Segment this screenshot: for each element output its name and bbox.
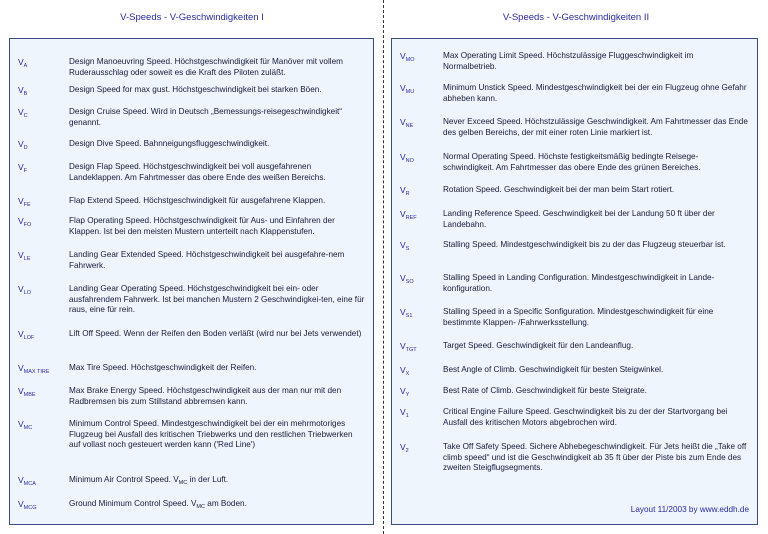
speed-description: Stalling Speed. Mindestgeschwindigkeit bis zu der das Flugzeug steuerbar ist. [443, 240, 726, 249]
speed-description: Max Brake Energy Speed. Höchstgeschwindigkeit aus der man nur mit den Radbremsen bis zum Stillstand abbremsen kann. [69, 386, 342, 406]
speed-description: Minimum Air Control Speed. $V_{MC}$ in der Luft. [69, 475, 229, 486]
speed-symbol: $V_{REF}$ [400, 209, 417, 221]
speed-description: Stalling Speed in a Specific Sonfiguration. Mindestgeschwindigkeit für eine bestimmte Klappen- /Fahrwerksstellung. [443, 307, 714, 327]
speed-symbol: $V_2$ [400, 442, 409, 454]
speed-symbol: $V_{LO}$ [18, 284, 32, 296]
speed-symbol: $V_{FE}$ [18, 196, 31, 208]
speed-symbol: $V_{NO}$ [400, 152, 414, 164]
speed-description: Landing Reference Speed. Geschwindigkeit bei der Landung 50 ft über der Landebahn. [443, 209, 715, 229]
right-page-title: V-Speeds - V-Geschwindigkeiten II [502, 12, 650, 23]
speed-description: Take Off Safety Speed. Sichere Abhebegeschwindigkeit. Für Jets heißt die „Take off climb speed“ und ist die Geschwindigkeit ab 35 ft über der Piste bis zum Ende des zweiten Steigflugsegments. [443, 442, 747, 473]
speed-symbol: $V_{FO}$ [18, 216, 32, 228]
speed-symbol: $V_R$ [400, 185, 410, 197]
speed-description: Critical Engine Failure Speed. Geschwindigkeit bis zu der der Startvorgang bei Ausfall des kritischen Motors abgebrochen wird. [443, 407, 728, 427]
speed-symbol: $V_D$ [18, 139, 28, 151]
speed-description: Best Angle of Climb. Geschwindigkeit für besten Steigwinkel. [443, 365, 664, 374]
layout-credit: Layout 11/2003 by www.eddh.de [630, 505, 749, 514]
speed-description: Landing Gear Operating Speed. Höchstgeschwindigkeit bei ein- oder ausfahrendem Fahrwerk. Ist bei manchen Mustern 2 Geschwindigkei-ten, eine für raus, eine für rein. [69, 284, 365, 315]
speed-symbol: $V_{MBE}$ [18, 386, 36, 398]
speed-description: Ground Minimum Control Speed. $V_{MC}$ am Boden. [69, 499, 247, 510]
speed-description: Best Rate of Climb. Geschwindigkeit für beste Steigrate. [443, 386, 647, 395]
speed-description: Never Exceed Speed. Höchstzulässige Geschwindigkeit. Am Fahrtmesser das Ende des gelben Bereichs, der mit einer roten Linie markiert ist. [443, 117, 748, 137]
speed-symbol: $V_{MCA}$ [18, 475, 36, 487]
speed-symbol: $V_{S1}$ [400, 307, 413, 319]
speed-description: Minimum Unstick Speed. Mindestgeschwindigkeit bei der ein Flugzeug ohne Gefahr abheben kann. [443, 83, 747, 103]
speed-description: Design Dive Speed. Bahnneigungsfluggeschwindigkeit. [69, 139, 270, 148]
left-speeds-panel [9, 38, 374, 525]
speed-description: Design Flap Speed. Höchstgeschwindigkeit bei voll ausgefahrenen Landeklappen. Am Fahrtmesser das obere Ende des weißen Bereichs. [69, 162, 326, 182]
speed-description: Flap Extend Speed. Höchstgeschwindigkeit für ausgefahrene Klappen. [69, 196, 326, 205]
speed-symbol: $V_{MC}$ [18, 419, 33, 431]
speed-description: Landing Gear Extended Speed. Höchstgeschwindigkeit bei ausgefahre-nem Fahrwerk. [69, 250, 345, 270]
speed-symbol: $V_X$ [400, 365, 410, 377]
speed-description: Minimum Control Speed. Mindestgeschwindigkeit bei der ein mehrmotoriges Flugzeug bei Ausfall des kritischen Triebwerks und den restlichen Triebwerken auf vollast noch gesteuert werden kann ('Red Line') [69, 419, 353, 450]
speed-symbol: $V_A$ [18, 57, 28, 69]
speed-symbol: $V_{MAX TIRE}$ [18, 363, 50, 375]
speed-description: Stalling Speed in Landing Configuration. Mindestgeschwindigkeit in Lande-konfiguration. [443, 273, 715, 293]
left-page-title: V-Speeds - V-Geschwindigkeiten I [120, 12, 264, 23]
speed-description: Rotation Speed. Geschwindigkeit bei der man beim Start rotiert. [443, 185, 675, 194]
speed-symbol: $V_B$ [18, 85, 28, 97]
speed-symbol: $V_Y$ [400, 386, 410, 398]
speed-symbol: $V_F$ [18, 162, 28, 174]
right-speeds-panel [391, 38, 758, 525]
page-fold-divider [383, 0, 384, 534]
speed-description: Design Manoeuvring Speed. Höchstgeschwindigkeit für Manöver mit vollem Ruderausschlag oder soweit es die Kraft des Piloten zuläßt. [69, 57, 343, 77]
speed-symbol: $V_{MU}$ [400, 83, 415, 95]
speed-description: Normal Operating Speed. Höchste festigkeitsmäßig bedingte Reisege-schwindigkeit. Am Fahrtmesser das obere Ende des grünen Bereiches. [443, 152, 701, 172]
speed-description: Design Speed for max gust. Höchstgeschwindigkeit bei starken Böen. [69, 85, 322, 94]
speed-symbol: $V_{LE}$ [18, 250, 31, 262]
speed-symbol: $V_C$ [18, 107, 28, 119]
speed-description: Lift Off Speed. Wenn der Reifen den Boden verläßt (wird nur bei Jets verwendet) [69, 329, 362, 338]
speed-description: Design Cruise Speed. Wird in Deutsch „Bemessungs-reisegeschwindigkeit“ genannt. [69, 107, 343, 127]
speed-symbol: $V_{NE}$ [400, 117, 414, 129]
speed-symbol: $V_{SO}$ [400, 273, 414, 285]
speed-description: Target Speed. Geschwindigkeit für den Landeanflug. [443, 341, 634, 350]
speed-description: Max Tire Speed. Höchstgeschwindigkeit der Reifen. [69, 363, 257, 372]
speed-description: Max Operating Limit Speed. Höchstzulässige Fluggeschwindigkeit im Normalbetrieb. [443, 51, 694, 71]
speed-symbol: $V_{MCG}$ [18, 499, 37, 511]
speed-symbol: $V_1$ [400, 407, 409, 419]
speed-symbol: $V_{LOF}$ [18, 329, 35, 341]
speed-symbol: $V_S$ [400, 240, 410, 252]
speed-description: Flap Operating Speed. Höchstgeschwindigkeit für Aus- und Einfahren der Klappen. Ist bei den meisten Mustern unterteilt nach Klappenstufen. [69, 216, 335, 236]
speed-symbol: $V_{MO}$ [400, 51, 415, 63]
speed-symbol: $V_{TGT}$ [400, 341, 417, 353]
